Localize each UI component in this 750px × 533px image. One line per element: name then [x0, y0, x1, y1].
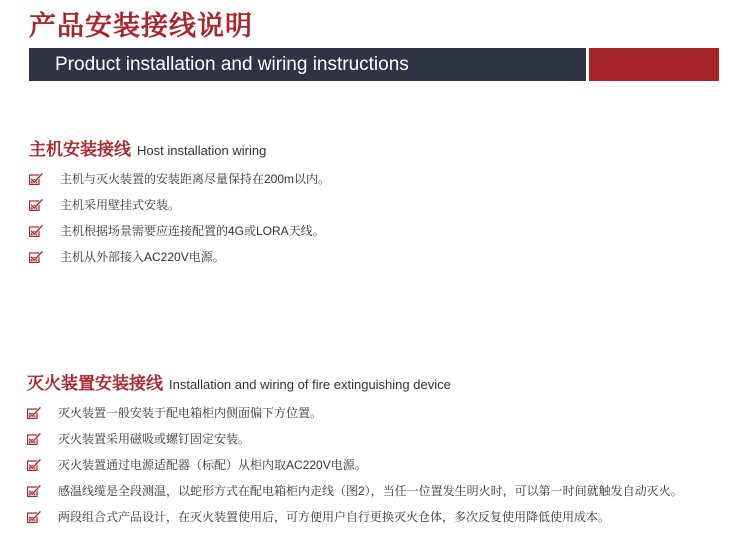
- list-item-text: 主机与灭火装置的安装距离尽量保持在200m以内。: [60, 171, 331, 186]
- section-heading-cn: 主机安装接线: [29, 140, 131, 159]
- list-item: [29, 191, 330, 217]
- checkbox-icon: [27, 458, 41, 470]
- list-item-text: 灭火装置采用磁吸或螺钉固定安装。: [58, 431, 251, 446]
- checkbox-icon: [29, 172, 43, 184]
- title-banner: [29, 48, 719, 81]
- section-heading-host: [29, 135, 266, 160]
- checkbox-icon: [29, 198, 43, 210]
- checkbox-icon: [29, 224, 43, 236]
- section-heading-cn: 灭火装置安装接线: [27, 374, 163, 393]
- list-item: [29, 243, 330, 269]
- list-item-text: 两段组合式产品设计，在灭火装置使用后，可方便用户自行更换灭火仓体，多次反复使用降低使用成本。: [58, 509, 611, 524]
- section-heading-en: Host installation wiring: [137, 143, 267, 158]
- list-item: [27, 425, 683, 451]
- checkbox-icon: [27, 510, 41, 522]
- list-item: [29, 217, 330, 243]
- page-title: 产品安装接线说明: [29, 11, 253, 41]
- banner-title-en: Product installation and wiring instructions: [55, 53, 409, 75]
- device-wiring-list: [27, 399, 683, 529]
- list-item: [27, 399, 683, 425]
- checkbox-icon: [29, 250, 43, 262]
- section-heading-en: Installation and wiring of fire extinguishing device: [169, 377, 451, 392]
- host-wiring-list: [29, 165, 330, 269]
- list-item-text: 灭火装置通过电源适配器（标配）从柜内取AC220V电源。: [58, 457, 367, 472]
- section-heading-device: [27, 369, 451, 394]
- checkbox-icon: [27, 484, 41, 496]
- checkbox-icon: [27, 406, 41, 418]
- list-item: [29, 165, 330, 191]
- list-item: [27, 503, 683, 529]
- checkbox-icon: [27, 432, 41, 444]
- list-item: [27, 477, 683, 503]
- list-item-text: 主机根据场景需要应连接配置的4G或LORA天线。: [60, 223, 325, 238]
- list-item-text: 主机从外部接入AC220V电源。: [60, 249, 225, 264]
- list-item-text: 灭火装置一般安装于配电箱柜内侧面偏下方位置。: [58, 405, 323, 420]
- list-item-text: 感温线缆是全段测温，以蛇形方式在配电箱柜内走线（图2），当任一位置发生明火时，可以第一时间就触发自动灭火。: [58, 483, 683, 498]
- list-item: [27, 451, 683, 477]
- list-item-text: 主机采用壁挂式安装。: [60, 197, 181, 212]
- banner-dark-block: [29, 48, 586, 81]
- banner-accent-block: [589, 48, 719, 81]
